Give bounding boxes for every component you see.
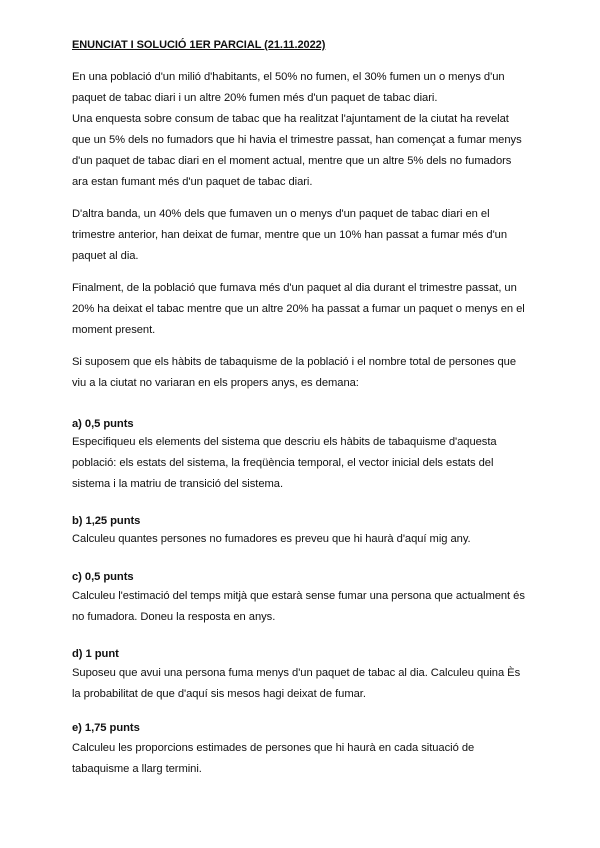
paragraph-line: que un 5% dels no fumadors que hi havia el trimestre passat, han començat a fumar menys [72,134,522,146]
document-title: ENUNCIAT I SOLUCIÓ 1ER PARCIAL (21.11.2022) [72,39,326,51]
paragraph-line: moment present. [72,324,156,336]
question-line: Especifiqueu els elements del sistema que descriu els hàbits de tabaquisme d'aquesta [72,436,497,448]
question-line: no fumadora. Doneu la resposta en anys. [72,611,276,623]
paragraph-line: Finalment, de la població que fumava més d'un paquet al dia durant el trimestre passat, un [72,282,517,294]
question-heading: c) 0,5 punts [72,571,134,583]
question-line: tabaquisme a llarg termini. [72,763,202,775]
paragraph-line: trimestre anterior, han deixat de fumar, mentre que un 10% han passat a fumar més d'un [72,229,508,241]
paragraph-line: Una enquesta sobre consum de tabac que ha realitzat l'ajuntament de la ciutat ha revelat [72,113,509,125]
question-line: la probabilitat de que d'aquí sis mesos hagi deixat de fumar. [72,688,366,700]
question-line: població: els estats del sistema, la freqüència temporal, el vector inicial dels estats del [72,457,494,469]
question-line: Calculeu quantes persones no fumadores es preveu que hi haurà d'aquí mig any. [72,533,471,545]
question-heading: e) 1,75 punts [72,722,140,734]
paragraph-line: paquet de tabac diari i un altre 20% fumen més d'un paquet de tabac diari. [72,92,438,104]
paragraph-line: En una població d'un milió d'habitants, el 50% no fumen, el 30% fumen un o menys d'un [72,71,505,83]
paragraph-line: 20% ha deixat el tabac mentre que un altre 20% ha passat a fumar un paquet o menys en el [72,303,525,315]
paragraph-line: paquet al dia. [72,250,139,262]
question-line: Calculeu les proporcions estimades de persones que hi haurà en cada situació de [72,742,475,754]
paragraph-line: d'un paquet de tabac diari en el moment actual, mentre que un altre 5% dels no fumadors [72,155,512,167]
question-heading: b) 1,25 punts [72,515,141,527]
question-line: Suposeu que avui una persona fuma menys d'un paquet de tabac al dia. Calculeu quina Ès [72,667,521,679]
question-heading: d) 1 punt [72,648,119,660]
question-line: sistema i la matriu de transició del sistema. [72,478,284,490]
paragraph-line: viu a la ciutat no variaran en els propers anys, es demana: [72,377,359,389]
question-heading: a) 0,5 punts [72,418,134,430]
paragraph-line: ara estan fumant més d'un paquet de tabac diari. [72,176,313,188]
paragraph-line: Si suposem que els hàbits de tabaquisme de la població i el nombre total de persones que [72,356,517,368]
question-line: Calculeu l'estimació del temps mitjà que estarà sense fumar una persona que actualment és [72,590,525,602]
paragraph-line: D'altra banda, un 40% dels que fumaven un o menys d'un paquet de tabac diari en el [72,208,490,220]
